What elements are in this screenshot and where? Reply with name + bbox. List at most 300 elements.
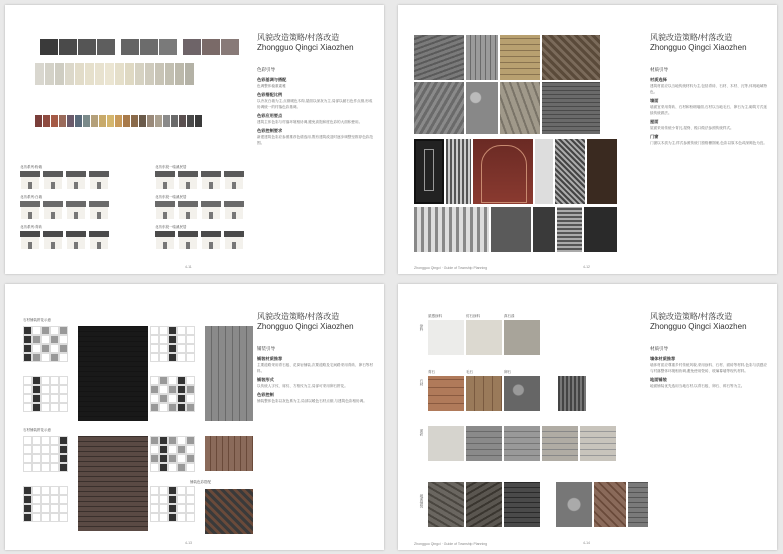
page-subtitle: Zhongguo Qingci Xiaozhen	[257, 43, 354, 52]
pattern-cell	[23, 335, 32, 344]
pattern-cell	[50, 385, 59, 394]
pattern-cell	[41, 403, 50, 412]
stone-swatch	[558, 376, 586, 411]
page-title: 风貌改造策略/村落改造	[650, 33, 733, 42]
pattern-cell	[177, 486, 186, 495]
pattern-cell	[50, 445, 59, 454]
facade-thumbnail	[224, 231, 244, 249]
facade-thumbnail	[43, 171, 63, 189]
page-number: 4-11	[185, 265, 192, 269]
paving-swatch	[504, 482, 540, 527]
pattern-cell	[59, 353, 68, 362]
pattern-cell	[50, 353, 59, 362]
pattern-cell	[159, 454, 168, 463]
facade-thumbnail	[178, 231, 198, 249]
pattern-cell	[186, 344, 195, 353]
paving-swatch	[466, 482, 502, 527]
herringbone-photo	[414, 82, 464, 134]
pattern-grid	[150, 376, 195, 412]
pattern-cell	[23, 403, 32, 412]
swatch-label: 青石	[428, 370, 435, 374]
pattern-cell	[159, 394, 168, 403]
page-header	[257, 312, 379, 332]
pattern-cell	[50, 326, 59, 335]
pattern-cell	[41, 376, 50, 385]
facade-thumbnail	[43, 201, 63, 219]
paving-texture-dark	[78, 326, 148, 421]
facade-thumbnail	[155, 231, 175, 249]
lattice-window-photo	[414, 207, 489, 252]
pattern-cell	[186, 513, 195, 522]
pattern-cell	[50, 486, 59, 495]
pattern-cell	[32, 495, 41, 504]
pattern-cell	[168, 376, 177, 385]
paragraph-body: 建筑主体色彩与村落环境相协调,避免高饱和度色彩的大面积使用。	[257, 120, 363, 124]
facade-thumbnail	[20, 171, 40, 189]
accent-swatch-row	[35, 115, 202, 127]
pattern-cell	[186, 445, 195, 454]
pattern-grid	[23, 376, 68, 412]
pattern-cell	[41, 353, 50, 362]
pattern-cell	[177, 326, 186, 335]
facade-thumbnail	[66, 231, 86, 249]
pattern-cell	[59, 326, 68, 335]
pattern-cell	[50, 495, 59, 504]
facade-group-label: 北坊系列:青砖	[20, 225, 42, 229]
pattern-cell	[186, 454, 195, 463]
paragraph-heading: 铺装形式	[257, 377, 274, 382]
paving-texture-mixed	[205, 489, 253, 534]
red-door-photo	[473, 139, 533, 204]
facade-thumbnail	[89, 201, 109, 219]
pattern-cell	[59, 376, 68, 385]
facade-thumbnail	[89, 231, 109, 249]
paragraph-heading: 色彩控制要求	[257, 128, 283, 133]
pattern-cell	[159, 376, 168, 385]
paragraph-heading: 色彩搭配比例	[257, 92, 283, 97]
window-photo-2	[557, 207, 582, 252]
page-material-guide	[398, 5, 777, 274]
pattern-cell	[177, 445, 186, 454]
pattern-cell	[177, 463, 186, 472]
paragraph-heading: 墙面	[650, 98, 659, 103]
pattern-cell	[177, 344, 186, 353]
pattern-cell	[150, 344, 159, 353]
pattern-cell	[150, 353, 159, 362]
pattern-cell	[59, 335, 68, 344]
pattern-cell	[159, 445, 168, 454]
pattern-cell	[150, 436, 159, 445]
carved-window-photo	[555, 139, 585, 204]
pattern-cell	[186, 326, 195, 335]
pattern-cell	[177, 513, 186, 522]
pattern-cell	[50, 344, 59, 353]
pattern-cell	[32, 436, 41, 445]
page-header	[650, 312, 772, 332]
page-number: 4-13	[185, 541, 193, 545]
page-color-guide	[5, 5, 384, 274]
page-header	[650, 33, 772, 53]
pattern-cell	[50, 376, 59, 385]
paragraph-heading: 色彩控制	[257, 392, 274, 397]
swatch-label: 卵石	[504, 370, 511, 374]
facade-thumbnail	[43, 231, 63, 249]
pattern-cell	[186, 353, 195, 362]
page-title: 风貌改造策略/村落改造	[650, 312, 733, 321]
window-photo	[414, 139, 444, 204]
coating-swatch	[466, 320, 502, 355]
pattern-cell	[41, 504, 50, 513]
pattern-cell	[168, 436, 177, 445]
dark-swatch-row	[40, 39, 239, 55]
pattern-cell	[186, 463, 195, 472]
pattern-cell	[177, 394, 186, 403]
pattern-cell	[150, 495, 159, 504]
paving-texture-grey	[205, 326, 253, 421]
facade-group-label: 北坊东段一临溪民居	[155, 165, 187, 169]
paragraph-heading: 铺装材质推荐	[257, 356, 283, 361]
pattern-cell	[150, 385, 159, 394]
facade-thumbnail	[89, 171, 109, 189]
pattern-grid	[150, 326, 195, 362]
page-paving-guide	[5, 284, 384, 550]
page-footer: Zhongguo Qingci · Guide of Township Planning	[414, 542, 488, 546]
pattern-cell	[168, 513, 177, 522]
paragraph-heading: 材质选择	[650, 77, 667, 82]
pattern-cell	[159, 513, 168, 522]
pattern-cell	[186, 486, 195, 495]
brick-wall-photo	[500, 35, 540, 80]
paragraph-heading: 色彩基调与搭配	[257, 77, 287, 82]
pattern-cell	[23, 344, 32, 353]
pattern-cell	[150, 445, 159, 454]
coating-swatch	[428, 320, 464, 355]
pattern-cell	[50, 463, 59, 472]
pattern-cell	[50, 335, 59, 344]
section-label: 材质引导	[650, 346, 668, 351]
pattern-grid	[23, 436, 68, 472]
lattice-screen-photo	[491, 207, 531, 252]
facade-thumbnail	[224, 171, 244, 189]
stone-swatch	[466, 376, 502, 411]
pattern-cell	[159, 403, 168, 412]
pattern-cell	[177, 353, 186, 362]
pattern-cell	[23, 353, 32, 362]
pattern-cell	[168, 394, 177, 403]
pattern-cell	[50, 513, 59, 522]
pattern-cell	[150, 463, 159, 472]
pattern-cell	[41, 513, 50, 522]
rubble-wall-photo	[500, 82, 540, 134]
pattern-cell	[168, 353, 177, 362]
window-lattice-photo	[446, 139, 471, 204]
page-title: 风貌改造策略/村落改造	[257, 312, 340, 321]
page-subtitle: Zhongguo Qingci Xiaozhen	[650, 43, 747, 52]
pattern-cell	[50, 504, 59, 513]
pattern-cell	[159, 495, 168, 504]
paving-swatch	[556, 482, 592, 527]
pattern-cell	[159, 504, 168, 513]
pattern-cell	[50, 394, 59, 403]
paragraph-body: 以传统人字纹、席纹、方格纹为主,局部可采用卵石拼花。	[257, 384, 348, 388]
pattern-cell	[23, 445, 32, 454]
legend-label: 铺装色彩搭配	[190, 480, 211, 484]
pattern-cell	[168, 504, 177, 513]
pattern-cell	[23, 463, 32, 472]
pattern-cell	[177, 495, 186, 504]
tile-stack-photo	[542, 82, 600, 134]
light-swatch-row	[35, 63, 194, 85]
facade-thumbnail	[201, 231, 221, 249]
swatch-label: 质感涂料	[428, 314, 442, 318]
pattern-cell	[159, 335, 168, 344]
section-label: 材质引导	[650, 67, 668, 72]
paragraph-body: 新建建筑色彩应参照推荐色谱选用,既有建筑改造时逐步调整至推荐色彩范围。	[257, 135, 373, 145]
pattern-cell	[41, 344, 50, 353]
page-header	[257, 33, 379, 53]
pattern-cell	[23, 495, 32, 504]
paragraph-heading: 门窗	[650, 134, 659, 139]
door-photo	[533, 207, 555, 252]
pattern-cell	[59, 454, 68, 463]
paragraph-body: 墙体材质应尊重乡村传统风貌,采用涂料、石材、面砖等材料,色彩与质感应与村落整体环境相协调,避免使用瓷砖、玻璃幕墙等现代材料。	[650, 363, 767, 373]
pattern-cell	[177, 454, 186, 463]
pattern-cell	[150, 335, 159, 344]
paragraph-body: 门窗以木质为主,样式参照传统门窗格栅图案,色彩以原木色或深褐色为宜。	[650, 141, 767, 145]
pattern-cell	[59, 445, 68, 454]
pattern-cell	[41, 326, 50, 335]
pattern-cell	[159, 436, 168, 445]
facade-thumbnail	[66, 171, 86, 189]
pattern-cell	[32, 326, 41, 335]
page-footer: Zhongguo Qingci · Guide of Township Planning	[414, 266, 488, 270]
pattern-cell	[32, 513, 41, 522]
pattern-cell	[23, 376, 32, 385]
pattern-cell	[32, 504, 41, 513]
pattern-cell	[59, 463, 68, 472]
pattern-cell	[168, 344, 177, 353]
stone-wall-photo	[466, 35, 498, 80]
pattern-cell	[177, 504, 186, 513]
section-label: 色彩引导	[257, 67, 275, 72]
pattern-cell	[41, 385, 50, 394]
pattern-cell	[150, 403, 159, 412]
facade-group-label: 北坊系列:白墙	[20, 195, 42, 199]
page-subtitle: Zhongguo Qingci Xiaozhen	[650, 322, 747, 331]
pattern-cell	[168, 454, 177, 463]
door-detail-photo	[535, 139, 553, 204]
pattern-cell	[23, 513, 32, 522]
brick-swatch	[580, 426, 616, 461]
facade-thumbnail	[201, 171, 221, 189]
pattern-cell	[168, 326, 177, 335]
pattern-cell	[23, 486, 32, 495]
row-label: 涂料	[420, 324, 424, 331]
paragraph-body: 墙面宜采用青砖、石材和粉刷墙面,石材以当地毛石、卵石为主,砌筑方式延续传统做法。	[650, 105, 767, 115]
pattern-cell	[186, 385, 195, 394]
pattern-cell	[23, 394, 32, 403]
pattern-cell	[159, 463, 168, 472]
pattern-cell	[177, 436, 186, 445]
pattern-cell	[186, 495, 195, 504]
pattern-cell	[32, 394, 41, 403]
pattern-cell	[23, 385, 32, 394]
pattern-cell	[159, 353, 168, 362]
facade-thumbnail	[20, 201, 40, 219]
facade-thumbnail	[178, 171, 198, 189]
pattern-cell	[150, 486, 159, 495]
pattern-cell	[59, 495, 68, 504]
pattern-grid	[23, 486, 68, 522]
page-number: 4-14	[583, 541, 591, 545]
legend-label: 石材铺装拼花示意	[23, 428, 51, 432]
paragraph-body: 建筑材质应以当地传统材料为主,包括青砖、石材、木材、瓦等,体现地域特色。	[650, 84, 767, 94]
facade-group-label: 北坊系列:粉墙	[20, 165, 42, 169]
pattern-cell	[41, 486, 50, 495]
paving-swatch	[428, 482, 464, 527]
paragraph-body: 主要道路采用青石板、花岗岩铺装,次要道路及宅间路采用青砖、卵石等材料。	[257, 363, 373, 373]
brick-swatch	[542, 426, 578, 461]
pattern-cell	[168, 463, 177, 472]
paragraph-heading: 色彩应用要点	[257, 113, 283, 118]
pattern-cell	[186, 335, 195, 344]
pattern-cell	[59, 403, 68, 412]
paragraph-heading: 屋面	[650, 119, 659, 124]
facade-thumbnail	[178, 201, 198, 219]
pattern-cell	[41, 495, 50, 504]
paragraph-body: 以冷灰白墙为主,点缀暖色木构,屋面以深灰为主,局部以赭石色作点缀,形成协调统一的村落色彩基调。	[257, 99, 373, 109]
text-column	[257, 346, 375, 404]
pattern-cell	[186, 436, 195, 445]
pattern-cell	[50, 436, 59, 445]
paving-texture-brown	[78, 436, 148, 531]
pattern-cell	[32, 403, 41, 412]
swatch-label: 毛石	[466, 370, 473, 374]
pattern-cell	[50, 454, 59, 463]
pattern-cell	[159, 385, 168, 394]
pattern-cell	[41, 445, 50, 454]
pattern-cell	[59, 513, 68, 522]
pattern-cell	[32, 353, 41, 362]
pattern-cell	[177, 403, 186, 412]
pattern-cell	[59, 504, 68, 513]
paragraph-body: 地面铺装优先选用当地石材,以青石板、卵石、碎石等为主。	[650, 384, 745, 388]
paragraph-heading: 地面铺装	[650, 377, 667, 382]
pattern-cell	[59, 394, 68, 403]
pattern-cell	[59, 486, 68, 495]
pattern-grid	[150, 486, 195, 522]
pattern-cell	[177, 385, 186, 394]
pattern-cell	[159, 326, 168, 335]
pattern-cell	[41, 394, 50, 403]
coating-swatch	[504, 320, 540, 355]
pattern-cell	[59, 385, 68, 394]
pattern-cell	[159, 486, 168, 495]
pattern-cell	[41, 335, 50, 344]
text-column	[650, 346, 768, 389]
pattern-cell	[41, 436, 50, 445]
pattern-cell	[32, 445, 41, 454]
roof-tile-photo	[414, 35, 464, 80]
pattern-cell	[159, 344, 168, 353]
text-column	[650, 67, 768, 146]
stone-swatch	[504, 376, 540, 411]
row-label: 地面铺装	[420, 494, 424, 508]
pattern-cell	[59, 436, 68, 445]
pattern-cell	[50, 403, 59, 412]
page-wall-materials	[398, 284, 777, 550]
pattern-cell	[32, 344, 41, 353]
pattern-cell	[186, 403, 195, 412]
page-title: 风貌改造策略/村落改造	[257, 33, 340, 42]
pattern-cell	[168, 403, 177, 412]
facade-thumbnail	[155, 201, 175, 219]
pebble-photo	[466, 82, 498, 134]
pattern-cell	[168, 385, 177, 394]
pattern-cell	[150, 326, 159, 335]
pattern-cell	[177, 376, 186, 385]
facade-thumbnail	[20, 231, 40, 249]
paragraph-body: 屋面采用传统小青瓦,屋脊、檐口做法参照传统样式。	[650, 126, 734, 130]
pattern-cell	[150, 394, 159, 403]
pattern-cell	[150, 504, 159, 513]
paragraph-body: 铺装整体色彩以灰色系为主,局部以暖色石材点缀,与建筑色彩相协调。	[257, 399, 367, 403]
pattern-cell	[150, 454, 159, 463]
facade-thumbnail	[66, 201, 86, 219]
pattern-grid	[150, 436, 195, 472]
paving-texture-red	[205, 436, 253, 471]
pattern-cell	[150, 376, 159, 385]
pattern-cell	[186, 376, 195, 385]
pattern-cell	[168, 335, 177, 344]
paving-swatch	[628, 482, 648, 527]
wooden-door-photo	[587, 139, 617, 204]
swatch-label: 仿石涂料	[466, 314, 480, 318]
window-photo-3	[584, 207, 617, 252]
pattern-cell	[150, 513, 159, 522]
swatch-label: 真石漆	[504, 314, 515, 318]
roof-photo	[542, 35, 600, 80]
page-subtitle: Zhongguo Qingci Xiaozhen	[257, 322, 354, 331]
pattern-cell	[168, 495, 177, 504]
pattern-cell	[41, 463, 50, 472]
pattern-cell	[186, 394, 195, 403]
pattern-cell	[23, 504, 32, 513]
pattern-cell	[32, 376, 41, 385]
pattern-cell	[32, 385, 41, 394]
pattern-cell	[41, 454, 50, 463]
pattern-cell	[23, 436, 32, 445]
pattern-cell	[23, 454, 32, 463]
pattern-cell	[32, 463, 41, 472]
brick-swatch	[466, 426, 502, 461]
pattern-cell	[168, 445, 177, 454]
pattern-grid	[23, 326, 68, 362]
facade-group-label: 北坊东段一临溪民居	[155, 195, 187, 199]
stone-swatch	[428, 376, 464, 411]
paragraph-heading: 墙体材质推荐	[650, 356, 676, 361]
facade-thumbnail	[155, 171, 175, 189]
pattern-cell	[186, 504, 195, 513]
pattern-cell	[168, 486, 177, 495]
text-column	[257, 67, 375, 146]
section-label: 铺装引导	[257, 346, 275, 351]
page-number: 4-12	[583, 265, 591, 269]
pattern-cell	[32, 454, 41, 463]
row-label: 面砖	[420, 429, 424, 436]
pattern-cell	[23, 326, 32, 335]
legend-label: 石材铺装拼花示意	[23, 318, 51, 322]
